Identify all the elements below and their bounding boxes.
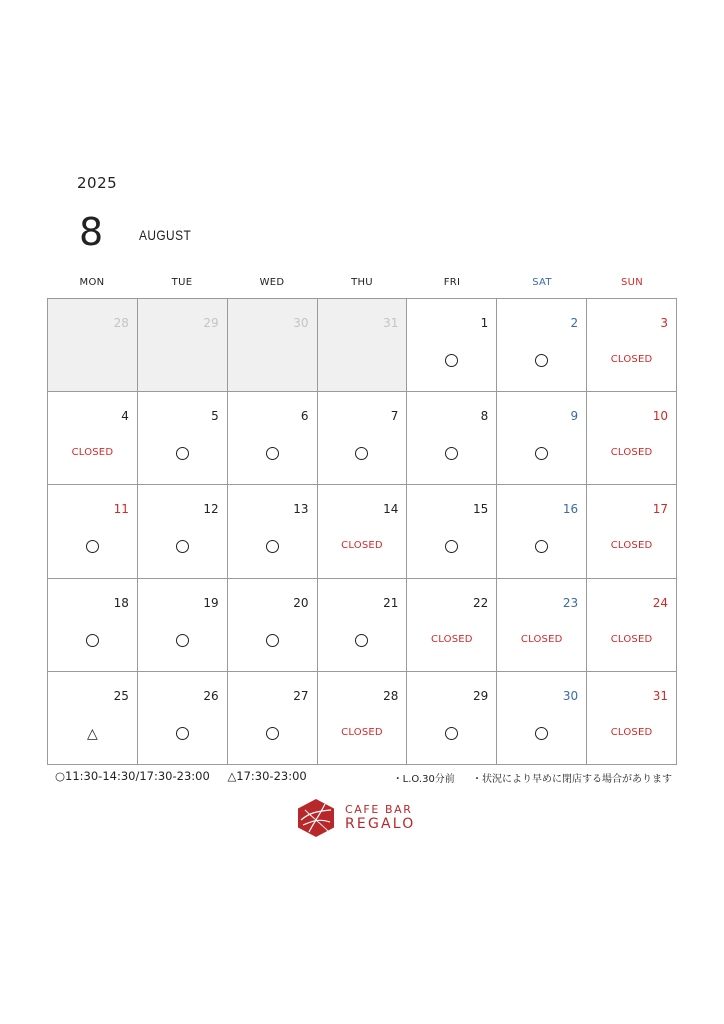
- calendar-day-cell: [318, 672, 408, 765]
- day-number: 11: [113, 502, 129, 517]
- day-number: 18: [113, 595, 129, 610]
- open-circle-icon: [318, 444, 407, 462]
- day-number: 28: [383, 688, 399, 703]
- day-number: 8: [480, 409, 489, 424]
- day-number: 25: [113, 688, 129, 703]
- calendar-day-cell: [587, 579, 677, 672]
- calendar-day-cell: [318, 392, 408, 485]
- day-number: 12: [203, 502, 219, 517]
- open-circle-icon: [48, 537, 137, 555]
- weekday-fri: FRI: [443, 277, 461, 288]
- weekday-header-row: [47, 277, 677, 288]
- day-number: 7: [390, 409, 399, 424]
- calendar-day-cell: [228, 485, 318, 578]
- day-number: 28: [113, 316, 129, 330]
- open-circle-icon: [228, 724, 317, 742]
- closed-label: CLOSED: [341, 540, 383, 552]
- calendar-day-cell: [228, 579, 318, 672]
- calendar-day-cell: [407, 579, 497, 672]
- calendar-day-cell: [497, 392, 587, 485]
- day-number: 9: [570, 409, 579, 424]
- month-name: AUGUST: [139, 227, 192, 243]
- calendar-day-cell: [48, 485, 138, 578]
- open-circle-icon: [228, 537, 317, 555]
- day-number: 2: [570, 316, 579, 330]
- calendar-year: 2025: [77, 174, 118, 192]
- calendar-day-cell: [407, 392, 497, 485]
- closed-label: CLOSED: [610, 633, 653, 645]
- day-number: 17: [652, 502, 668, 517]
- day-number: 24: [652, 595, 668, 610]
- evening-triangle-icon: △: [87, 725, 98, 742]
- calendar-day-cell: [138, 672, 228, 765]
- calendar-day-cell: [48, 672, 138, 765]
- calendar-day-cell: [587, 299, 677, 392]
- calendar-day-cell: [138, 579, 228, 672]
- open-circle-icon: [138, 537, 227, 555]
- notes: [379, 770, 672, 785]
- closed-label: CLOSED: [610, 540, 653, 552]
- logo-line-cafe-bar: CAFE BAR: [345, 803, 413, 816]
- day-number: 29: [473, 688, 489, 703]
- calendar-day-cell: [318, 485, 408, 578]
- open-circle-icon: [407, 444, 496, 462]
- day-number: 14: [383, 502, 399, 517]
- day-number: 30: [562, 688, 579, 703]
- calendar-day-cell: [587, 672, 677, 765]
- open-circle-icon: [228, 631, 317, 649]
- calendar-day-cell: [138, 392, 228, 485]
- open-circle-icon: [138, 444, 227, 462]
- calendar-day-cell: [48, 392, 138, 485]
- day-number: 4: [121, 409, 129, 424]
- day-number: 10: [652, 409, 668, 424]
- open-circle-icon: [407, 351, 496, 369]
- calendar-day-cell: [497, 485, 587, 578]
- day-number: 19: [203, 595, 219, 610]
- day-number: 13: [293, 502, 309, 517]
- calendar-day-cell: [138, 299, 228, 392]
- logo-hexagon-icon: [297, 798, 335, 838]
- closed-label: CLOSED: [431, 633, 473, 645]
- day-number: 26: [203, 688, 219, 703]
- day-number: 31: [652, 688, 668, 703]
- calendar-day-cell: [587, 392, 677, 485]
- day-number: 3: [660, 316, 668, 330]
- legend-open-hours: ○11:30-14:30/17:30-23:00: [55, 769, 210, 783]
- open-circle-icon: [228, 444, 317, 462]
- calendar-day-cell: [228, 299, 318, 392]
- cafe-bar-regalo-logo: [297, 798, 416, 838]
- day-number: 23: [562, 595, 579, 610]
- day-number: 31: [383, 316, 399, 330]
- day-number: 27: [293, 688, 309, 703]
- open-circle-icon: [497, 724, 586, 742]
- weekday-sun: SUN: [620, 277, 644, 288]
- day-number: 22: [473, 595, 489, 610]
- calendar-day-cell: [497, 579, 587, 672]
- calendar-day-cell: [228, 392, 318, 485]
- closed-label: CLOSED: [610, 354, 653, 365]
- day-number: 1: [480, 316, 489, 330]
- calendar-grid: [47, 298, 677, 765]
- legend-evening-hours: △17:30-23:00: [227, 769, 307, 783]
- weekday-thu: THU: [351, 277, 373, 288]
- open-circle-icon: [497, 537, 586, 555]
- open-circle-icon: [497, 444, 586, 462]
- day-number: 30: [293, 316, 309, 330]
- open-circle-icon: [138, 724, 227, 742]
- weekday-wed: WED: [259, 277, 285, 288]
- day-number: 6: [300, 409, 309, 424]
- day-number: 21: [383, 595, 399, 610]
- calendar-day-cell: [407, 672, 497, 765]
- day-number: 20: [293, 595, 309, 610]
- day-number: 5: [211, 409, 219, 424]
- open-circle-icon: [407, 537, 496, 555]
- hours-legend: [55, 769, 321, 783]
- weekday-sat: SAT: [532, 277, 552, 288]
- day-number: 15: [473, 502, 489, 517]
- calendar-day-cell: [407, 485, 497, 578]
- closed-label: CLOSED: [341, 726, 383, 738]
- calendar-day-cell: [48, 579, 138, 672]
- calendar-day-cell: [497, 672, 587, 765]
- calendar-day-cell: [138, 485, 228, 578]
- calendar-day-cell: [48, 299, 138, 392]
- calendar-day-cell: [318, 579, 408, 672]
- open-circle-icon: [497, 351, 586, 369]
- open-circle-icon: [318, 631, 407, 649]
- calendar-day-cell: [407, 299, 497, 392]
- note-last-order: ・L.O.30分前: [392, 774, 455, 785]
- month-number: 8: [79, 210, 104, 254]
- note-early-closing: ・状況により早めに閉店する場合があります: [472, 774, 672, 785]
- calendar-day-cell: [497, 299, 587, 392]
- weekday-mon: MON: [79, 277, 105, 288]
- calendar-day-cell: [228, 672, 318, 765]
- calendar-day-cell: [318, 299, 408, 392]
- day-number: 16: [562, 502, 579, 517]
- logo-line-regalo: REGALO: [345, 816, 416, 832]
- open-circle-icon: [48, 631, 137, 649]
- closed-label: CLOSED: [610, 726, 653, 738]
- weekday-tue: TUE: [171, 277, 193, 288]
- calendar-day-cell: [587, 485, 677, 578]
- day-number: 29: [203, 316, 219, 330]
- open-circle-icon: [407, 724, 496, 742]
- closed-label: CLOSED: [520, 633, 563, 645]
- closed-label: CLOSED: [610, 447, 653, 459]
- open-circle-icon: [138, 631, 227, 649]
- closed-label: CLOSED: [71, 447, 114, 459]
